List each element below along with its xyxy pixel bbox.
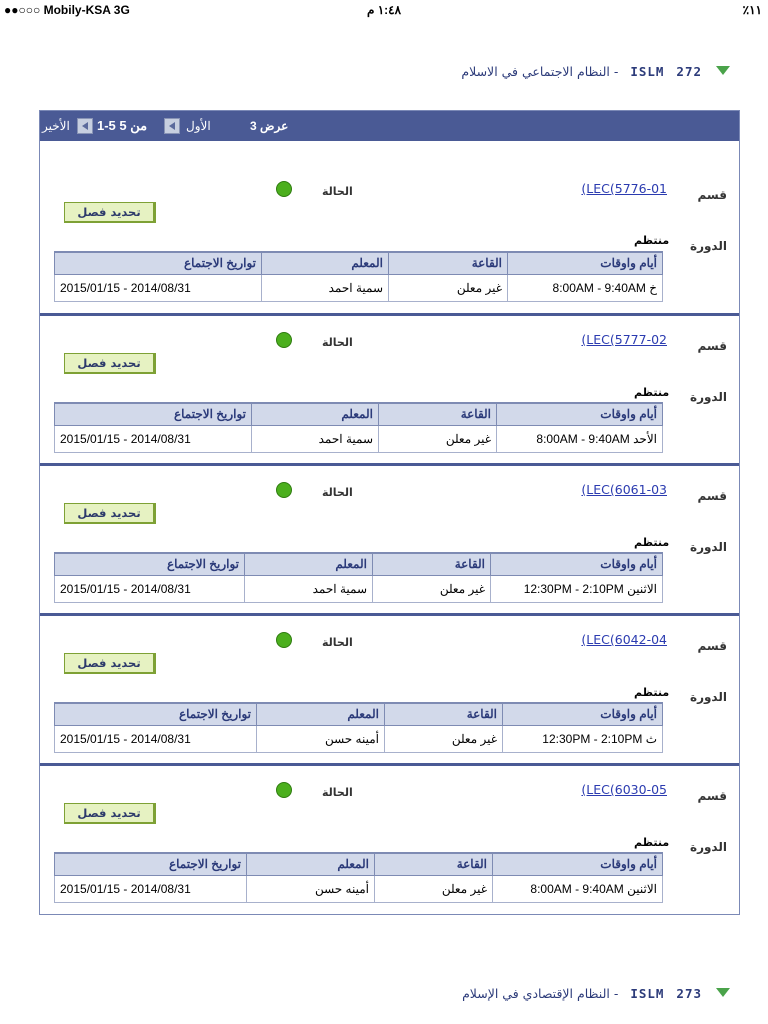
cell-days: الأحد 8:00AM - 9:40AM xyxy=(497,425,663,452)
period-label: الدورة xyxy=(689,390,727,404)
cell-dates: 2015/01/15 - 2014/08/31 xyxy=(55,875,247,902)
battery-percent: ٪١١ xyxy=(742,3,762,17)
period-label: الدورة xyxy=(689,239,727,253)
status-label: الحالة xyxy=(322,636,353,649)
col-instructor: المعلم xyxy=(245,553,373,575)
course-header-273[interactable] xyxy=(0,985,768,1005)
period-value: منتظم xyxy=(634,386,670,399)
next-page-icon[interactable] xyxy=(77,118,93,134)
carrier-signal: ●●○○○ Mobily-KSA 3G xyxy=(4,3,130,17)
cell-dates: 2015/01/15 - 2014/08/31 xyxy=(55,274,262,301)
section-row xyxy=(40,613,739,764)
select-class-button[interactable]: تحديد فصل xyxy=(64,653,156,674)
col-instructor: المعلم xyxy=(247,853,375,875)
col-days: أيام واوقات xyxy=(503,703,663,725)
cell-instructor: سمية احمد xyxy=(262,274,389,301)
select-class-button[interactable]: تحديد فصل xyxy=(64,503,156,524)
cell-instructor: سمية احمد xyxy=(252,425,379,452)
select-class-button[interactable]: تحديد فصل xyxy=(64,202,156,223)
expand-triangle-icon[interactable] xyxy=(716,66,730,75)
cell-room: غير معلن xyxy=(375,875,493,902)
col-dates: تواريخ الاجتماع xyxy=(55,853,247,875)
cell-days: الاثنين 8:00AM - 9:40AM xyxy=(493,875,663,902)
section-row xyxy=(40,143,739,295)
col-dates: تواريخ الاجتماع xyxy=(55,403,252,425)
col-instructor: المعلم xyxy=(262,252,389,274)
course-title: 273 ISLM - النظام الإقتصادي في الإسلام xyxy=(462,986,702,1001)
status-open-icon xyxy=(276,181,292,197)
period-label: الدورة xyxy=(689,690,727,704)
period-value: منتظم xyxy=(634,536,670,549)
col-days: أيام واوقات xyxy=(493,853,663,875)
meeting-table xyxy=(54,251,663,302)
page-range: 1-5 من 5 xyxy=(97,118,148,133)
cell-room: غير معلن xyxy=(389,274,508,301)
col-days: أيام واوقات xyxy=(508,252,663,274)
cell-days: الاثنين 12:30PM - 2:10PM xyxy=(491,575,663,602)
status-label: الحالة xyxy=(322,486,353,499)
period-label: الدورة xyxy=(689,540,727,554)
section-row xyxy=(40,763,739,914)
section-label: قسم xyxy=(697,339,727,353)
previous-page-icon[interactable] xyxy=(164,118,180,134)
cell-instructor: سمية احمد xyxy=(245,575,373,602)
cell-dates: 2015/01/15 - 2014/08/31 xyxy=(55,575,245,602)
col-instructor: المعلم xyxy=(257,703,385,725)
cell-days: ث 12:30PM - 2:10PM xyxy=(503,725,663,752)
status-bar xyxy=(0,0,768,20)
cell-room: غير معلن xyxy=(379,425,497,452)
period-value: منتظم xyxy=(634,836,670,849)
col-dates: تواريخ الاجتماع xyxy=(55,553,245,575)
status-label: الحالة xyxy=(322,185,353,198)
status-label: الحالة xyxy=(322,336,353,349)
section-row xyxy=(40,463,739,614)
status-open-icon xyxy=(276,782,292,798)
meeting-table xyxy=(54,702,663,753)
section-label: قسم xyxy=(697,489,727,503)
sections-grid xyxy=(39,110,740,915)
cell-room: غير معلن xyxy=(385,725,503,752)
show-count[interactable]: عرض 3 xyxy=(250,119,289,133)
col-room: القاعة xyxy=(375,853,493,875)
col-room: القاعة xyxy=(379,403,497,425)
col-room: القاعة xyxy=(389,252,508,274)
cell-dates: 2015/01/15 - 2014/08/31 xyxy=(55,425,252,452)
section-label: قسم xyxy=(697,639,727,653)
grid-navigation-bar xyxy=(40,111,739,141)
col-dates: تواريخ الاجتماع xyxy=(55,252,262,274)
meeting-table xyxy=(54,552,663,603)
status-label: الحالة xyxy=(322,786,353,799)
col-instructor: المعلم xyxy=(252,403,379,425)
cell-instructor: أمينه حسن xyxy=(247,875,375,902)
select-class-button[interactable]: تحديد فصل xyxy=(64,353,156,374)
section-row xyxy=(40,313,739,464)
section-link[interactable]: (LEC(6030-05 xyxy=(581,782,667,797)
status-open-icon xyxy=(276,482,292,498)
period-value: منتظم xyxy=(634,234,670,247)
meeting-table xyxy=(54,852,663,903)
period-value: منتظم xyxy=(634,686,670,699)
course-header-272[interactable] xyxy=(0,63,768,83)
cell-dates: 2015/01/15 - 2014/08/31 xyxy=(55,725,257,752)
cell-instructor: أمينه حسن xyxy=(257,725,385,752)
col-room: القاعة xyxy=(385,703,503,725)
course-title: 272 ISLM - النظام الاجتماعي في الاسلام xyxy=(461,64,702,79)
col-room: القاعة xyxy=(373,553,491,575)
select-class-button[interactable]: تحديد فصل xyxy=(64,803,156,824)
cell-days: خ 8:00AM - 9:40AM xyxy=(508,274,663,301)
section-label: قسم xyxy=(697,789,727,803)
section-link[interactable]: (LEC(5776-01 xyxy=(581,181,667,196)
period-label: الدورة xyxy=(689,840,727,854)
section-label: قسم xyxy=(697,188,727,202)
col-days: أيام واوقات xyxy=(491,553,663,575)
expand-triangle-icon[interactable] xyxy=(716,988,730,997)
section-link[interactable]: (LEC(6042-04 xyxy=(581,632,667,647)
first-link[interactable]: الأول xyxy=(186,119,211,133)
col-dates: تواريخ الاجتماع xyxy=(55,703,257,725)
clock: ١:٤٨ م xyxy=(366,3,402,17)
cell-room: غير معلن xyxy=(373,575,491,602)
last-link[interactable]: الأخير xyxy=(42,119,70,133)
meeting-table xyxy=(54,402,663,453)
status-open-icon xyxy=(276,332,292,348)
section-link[interactable]: (LEC(6061-03 xyxy=(581,482,667,497)
section-link[interactable]: (LEC(5777-02 xyxy=(581,332,667,347)
status-open-icon xyxy=(276,632,292,648)
col-days: أيام واوقات xyxy=(497,403,663,425)
